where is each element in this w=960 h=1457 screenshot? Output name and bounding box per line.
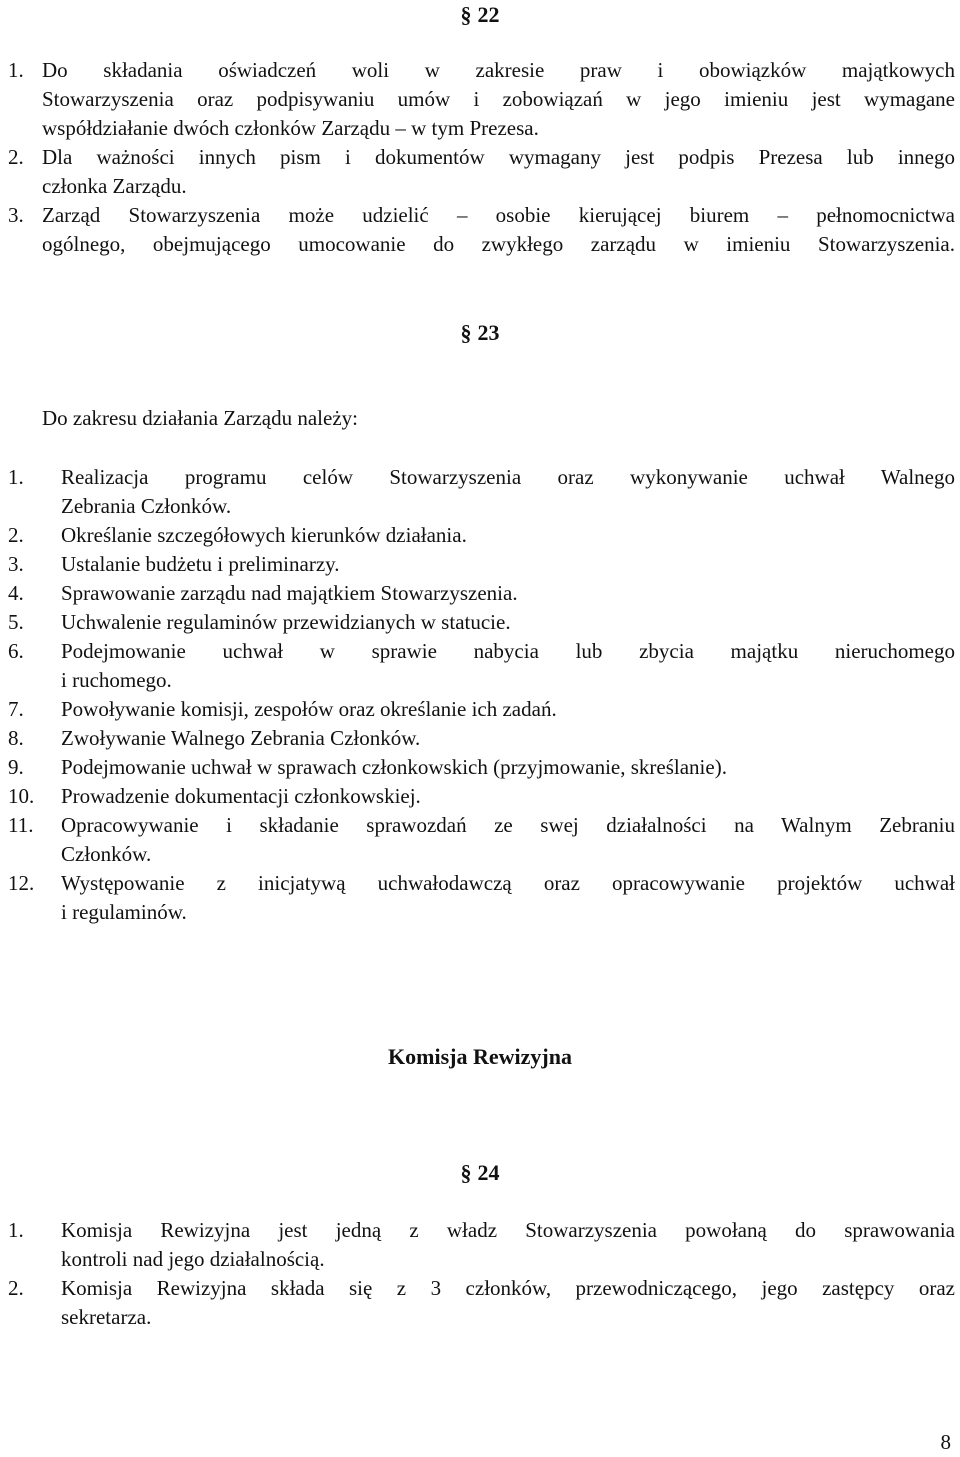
section-23-heading <box>0 318 960 347</box>
item-text <box>61 724 955 753</box>
item-line: Komisja Rewizyjna jest jedną z władz Stowarzyszenia powołaną do sprawowania <box>61 1218 955 1242</box>
item-line: Określanie szczegółowych kierunków działania. <box>61 523 467 547</box>
item-text <box>61 579 955 608</box>
item-text-cont <box>42 85 955 143</box>
section-sign: § <box>460 2 472 27</box>
item-number: 6. <box>8 639 24 663</box>
item-number: 1. <box>8 1218 24 1242</box>
item-text-cont <box>42 230 955 259</box>
item-text <box>42 201 955 230</box>
item-line: Zarząd Stowarzyszenia może udzielić – osobie kierującej biurem – pełnomocnictwa <box>42 203 955 227</box>
item-line: Powoływanie komisji, zespołów oraz określanie ich zadań. <box>61 697 557 721</box>
item-number: 8. <box>8 726 24 750</box>
item-number: 12. <box>8 871 35 895</box>
item-line: członka Zarządu. <box>42 174 187 198</box>
item-line: Dla ważności innych pism i dokumentów wymagany jest podpis Prezesa lub innego <box>42 145 955 169</box>
item-line: Realizacja programu celów Stowarzyszenia oraz wykonywanie uchwał Walnego <box>61 465 955 489</box>
item-text <box>61 782 955 811</box>
item-text <box>61 1216 955 1274</box>
item-number: 3. <box>8 203 24 227</box>
item-line: Prowadzenie dokumentacji członkowskiej. <box>61 784 421 808</box>
page-number: 8 <box>940 1430 951 1454</box>
item-text <box>61 608 955 637</box>
section-sign: § <box>460 320 472 345</box>
item-number: 1. <box>8 465 24 489</box>
section-22-heading <box>0 0 960 29</box>
item-text <box>61 869 955 927</box>
item-text-cont <box>42 172 955 201</box>
item-text <box>61 637 955 695</box>
commission-heading: Komisja Rewizyjna <box>388 1044 572 1069</box>
section-24-heading <box>0 1158 960 1187</box>
item-number: 11. <box>8 813 34 837</box>
item-number: 1. <box>8 58 24 82</box>
item-text <box>61 463 955 521</box>
item-line: Uchwalenie regulaminów przewidzianych w statucie. <box>61 610 511 634</box>
item-text <box>61 753 955 782</box>
item-number: 7. <box>8 697 24 721</box>
item-line: Podejmowanie uchwał w sprawach członkowskich (przyjmowanie, skreślanie). <box>61 755 727 779</box>
item-line: Komisja Rewizyjna składa się z 3 członków, przewodniczącego, jego zastępcy oraz <box>61 1276 955 1300</box>
item-text <box>42 56 955 85</box>
item-text <box>61 695 955 724</box>
section-23-intro: Do zakresu działania Zarządu należy: <box>42 406 358 430</box>
item-line: Występowanie z inicjatywą uchwałodawczą oraz opracowywanie projektów uchwał <box>61 871 955 895</box>
item-number: 4. <box>8 581 24 605</box>
item-line: Zebrania Członków. <box>61 494 232 518</box>
section-number: 24 <box>477 1160 500 1185</box>
item-number: 3. <box>8 552 24 576</box>
section-number: 22 <box>477 2 500 27</box>
item-line: Opracowywanie i składanie sprawozdań ze swej działalności na Walnym Zebraniu <box>61 813 955 837</box>
item-line: Sprawowanie zarządu nad majątkiem Stowarzyszenia. <box>61 581 518 605</box>
item-line: kontroli nad jego działalnością. <box>61 1247 325 1271</box>
item-line: ogólnego, obejmującego umocowanie do zwykłego zarządu w imieniu Stowarzyszenia. <box>42 232 955 256</box>
item-text <box>42 143 955 172</box>
item-text <box>61 521 955 550</box>
item-line: Podejmowanie uchwał w sprawie nabycia lub zbycia majątku nieruchomego <box>61 639 955 663</box>
section-number: 23 <box>477 320 500 345</box>
item-text <box>61 811 955 869</box>
item-line: Do składania oświadczeń woli w zakresie praw i obowiązków majątkowych <box>42 58 955 82</box>
section-sign: § <box>460 1160 472 1185</box>
item-line: i ruchomego. <box>61 668 172 692</box>
item-number: 2. <box>8 145 24 169</box>
item-line: Ustalanie budżetu i preliminarzy. <box>61 552 340 576</box>
item-line: Zwoływanie Walnego Zebrania Członków. <box>61 726 421 750</box>
item-number: 2. <box>8 1276 24 1300</box>
item-number: 2. <box>8 523 24 547</box>
item-line: i regulaminów. <box>61 900 187 924</box>
item-text <box>61 1274 955 1332</box>
item-number: 5. <box>8 610 24 634</box>
item-text <box>61 550 955 579</box>
item-line: sekretarza. <box>61 1305 152 1329</box>
item-line: Członków. <box>61 842 152 866</box>
item-line: Stowarzyszenia oraz podpisywaniu umów i zobowiązań w jego imieniu jest wymagane <box>42 87 955 111</box>
item-line: współdziałanie dwóch członków Zarządu – w tym Prezesa. <box>42 116 539 140</box>
item-number: 10. <box>8 784 35 808</box>
item-number: 9. <box>8 755 24 779</box>
